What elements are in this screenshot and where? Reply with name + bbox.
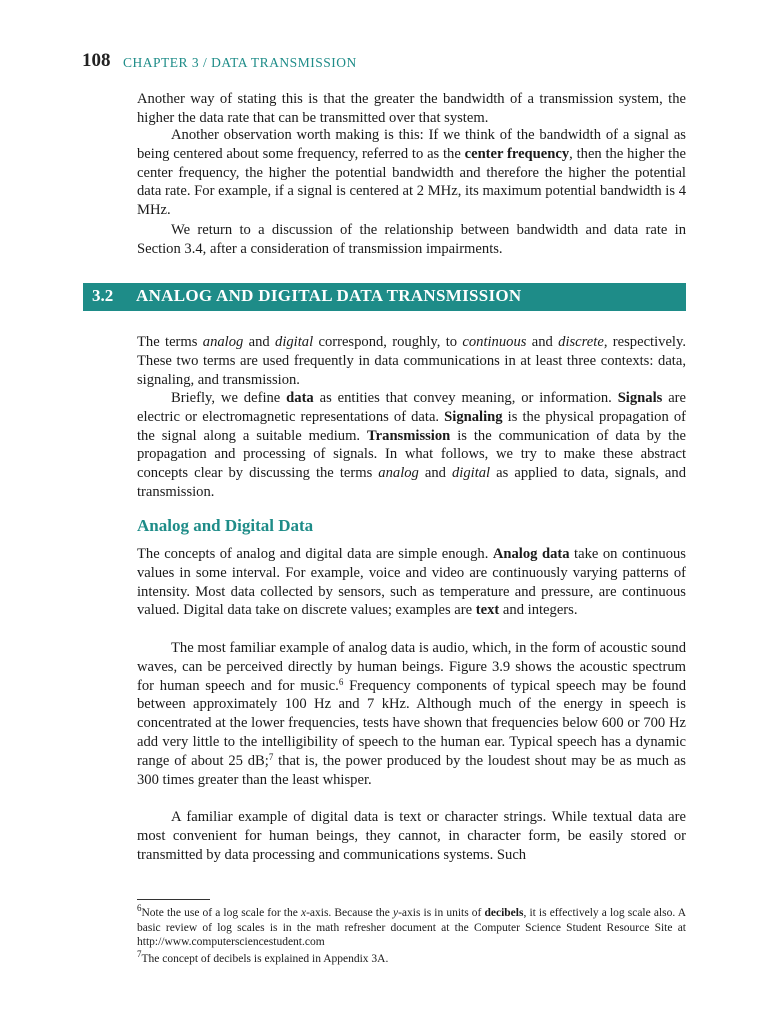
footnote-7: [137, 948, 686, 967]
text-run: The concept of decibels is explained in Appendix 3A.: [141, 952, 389, 965]
text-run: are electric or electromagnetic representations of data.: [137, 390, 687, 425]
intro-paragraph-1: [137, 90, 686, 128]
bold-term: Signaling: [444, 408, 503, 425]
italic-term: analog: [378, 465, 419, 482]
text-run: -axis. Because the: [306, 907, 393, 919]
subsection-paragraph-3: [137, 808, 686, 864]
section-number: 3.2: [92, 286, 114, 305]
footnote-marker: 7: [137, 948, 142, 959]
text-run: as entities that convey meaning, or information.: [313, 390, 618, 406]
text-run: , it is effectively a log scale also. A basic review of log scales is in the math refresher document at the Computer Science Student Resource Site at http://www.computersciencestudent.com: [137, 907, 687, 949]
section-title: ANALOG AND DIGITAL DATA TRANSMISSION: [136, 286, 522, 305]
bold-term: Analog data: [492, 546, 570, 562]
text-run: Note the use of a log scale for the: [141, 907, 301, 919]
bold-term: text: [475, 602, 500, 619]
text-run: , respectively. These two terms are used frequently in data communications in at least three contexts: data, signaling, and transmission.: [137, 334, 686, 388]
page-number: 108: [82, 50, 111, 71]
subsection-paragraph-1: [137, 545, 686, 620]
text-run: The most familiar example of analog data is audio, which, in the form of acoustic sound waves, can be perceived directly by human beings. Figure 3.9 shows the acoustic spectrum for human speech and for music.: [137, 640, 686, 694]
footnote-marker: 6: [137, 903, 142, 913]
italic-term: digital: [275, 334, 314, 350]
text-run: Another observation worth making is this: If we think of the bandwidth of a signal as being centered about some frequency, referred to as the: [137, 127, 686, 162]
paragraph-text: [137, 545, 686, 620]
bold-term: data: [286, 390, 314, 406]
paragraph-text: [137, 639, 686, 789]
text-run: -axis is in units of: [398, 907, 485, 919]
italic-term: discrete: [558, 334, 604, 350]
footnote-6: [137, 903, 687, 950]
text-run: The terms: [137, 334, 203, 350]
footnote-ref-6[interactable]: 6: [338, 676, 344, 687]
paragraph-text: [137, 389, 686, 502]
text-run: take on continuous values in some interval. For example, voice and video are continuously varying patterns of intensity. Most data collected by sensors, such as temperature and pressure, are continuous valued. Digital data take on discrete values; examples are: [137, 546, 686, 619]
text-run: correspond, roughly, to: [313, 334, 463, 350]
italic-term: continuous: [462, 334, 527, 350]
paragraph-text: A familiar example of digital data is text or character strings. While textual data are most convenient for human beings, they cannot, in character form, be easily stored or transmitted by data processing and communications systems. Such: [137, 809, 686, 863]
paragraph-text: Another way of stating this is that the greater the bandwidth of a transmission system, the higher the data rate that can be transmitted over that system.: [137, 91, 686, 126]
italic-term: analog: [202, 334, 244, 350]
paragraph-text: [137, 333, 686, 389]
text-run: is the physical propagation of the signal along a suitable medium.: [137, 408, 686, 444]
text-run: that is, the power produced by the loudest shout may be as much as 300 times greater than the least whisper.: [137, 752, 686, 788]
italic-term: y: [392, 907, 399, 919]
text-run: and: [526, 334, 559, 350]
footnote-ref-7[interactable]: 7: [268, 751, 274, 762]
text-run: The concepts of analog and digital data are simple enough.: [137, 546, 493, 562]
text-run: is the communication of data by the propagation and processing of signals. In what follows, we try to make these abstract concepts clear by discussing the terms: [137, 427, 686, 482]
intro-paragraph-2: [137, 126, 686, 220]
intro-paragraph-3: [137, 221, 686, 259]
text-run: and: [243, 334, 276, 350]
footnote-divider: [137, 899, 210, 900]
running-header: [82, 50, 702, 74]
italic-term: x: [300, 907, 307, 919]
bold-term: decibels: [484, 907, 524, 919]
text-run: and: [418, 465, 452, 482]
chapter-title: CHAPTER 3 / DATA TRANSMISSION: [123, 55, 357, 70]
term-center-frequency: center frequency: [464, 145, 570, 162]
text-run: Frequency components of typical speech may be found between approximately 100 Hz and 7 kHz. Although much of the energy in speech is concentrated at the lower frequencies, tests have shown that frequencies below 600 or 700 Hz add very little to the intelligibility of speech to the human ear. Typical speech has a dynamic range of about 25 dB;: [137, 677, 686, 769]
text-run: Briefly, we define: [171, 390, 287, 406]
italic-term: digital: [452, 465, 491, 482]
section-paragraph-2: [137, 389, 686, 502]
bold-term: Transmission: [367, 427, 451, 444]
bold-term: Signals: [617, 390, 663, 406]
paragraph-text: [137, 126, 686, 220]
subsection-paragraph-2: [137, 639, 686, 789]
text-run: as applied to data, signals, and transmission.: [137, 465, 687, 500]
subsection-title: Analog and Digital Data: [137, 516, 314, 535]
section-heading-banner: [83, 283, 686, 311]
text-run: and integers.: [499, 602, 578, 619]
text-run: , then the higher the center frequency, the higher the potential bandwidth and therefore the higher the potential data rate. For example, if a signal is centered at 2 MHz, its maximum potential bandwidth is 4 MHz.: [137, 145, 686, 219]
paragraph-text: We return to a discussion of the relationship between bandwidth and data rate in Section 3.4, after a consideration of transmission impairments.: [137, 222, 686, 257]
section-paragraph-1: [137, 333, 686, 389]
footnotes: [137, 903, 687, 966]
